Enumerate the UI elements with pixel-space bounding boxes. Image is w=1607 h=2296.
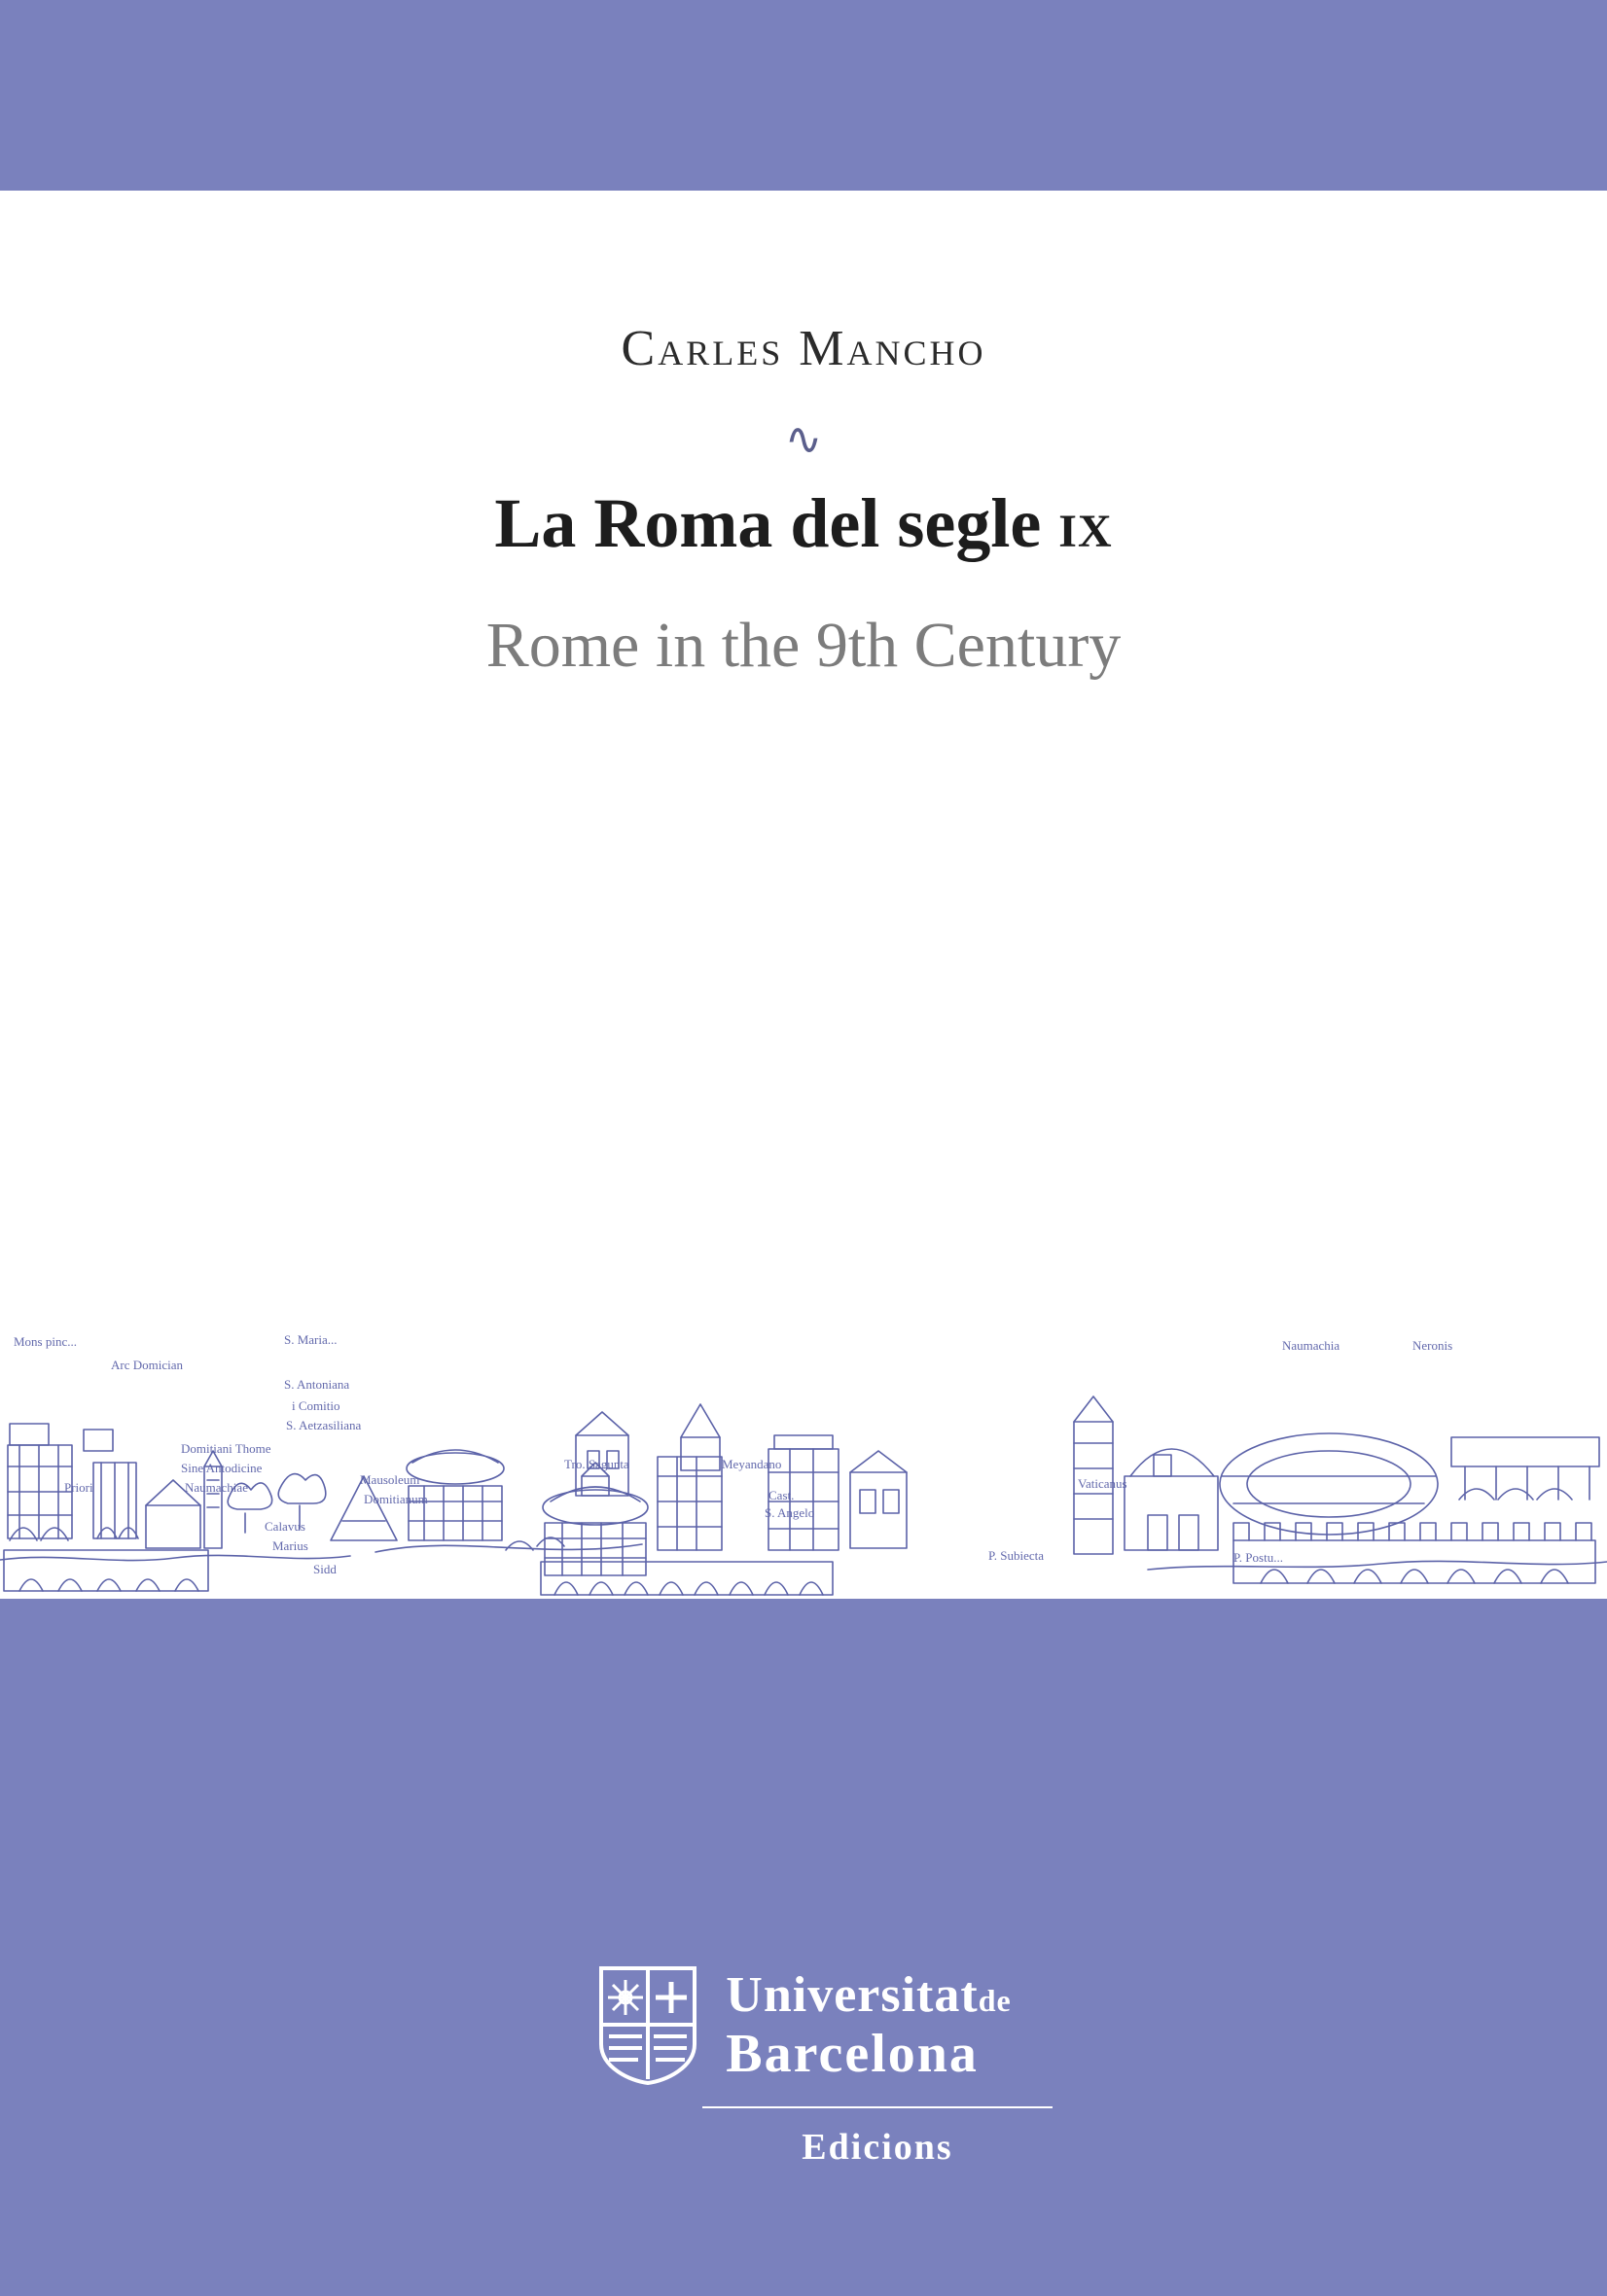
ub-crest-icon [595,1964,700,2087]
svg-text:Meyandano: Meyandano [722,1457,782,1471]
svg-text:Domitianum: Domitianum [364,1492,428,1506]
svg-text:Naumachia: Naumachia [1282,1338,1340,1353]
svg-text:Priori: Priori [64,1480,93,1495]
publisher-logo-row [595,1964,1011,2087]
publisher-line-two: Barcelona [726,2024,979,2084]
publisher-universitat-text: Universitat [726,1967,979,2023]
svg-text:Marius: Marius [272,1538,308,1553]
medieval-rome-drawing-icon [0,1321,1607,1599]
publisher-line-one [726,1967,1012,2023]
title-main-text: La Roma del segle [494,484,1042,563]
svg-text:P. Subiecta: P. Subiecta [988,1548,1045,1563]
bottom-color-band [0,1599,1607,2296]
publisher-wordmark [726,1967,1012,2084]
flourish-ornament: ∿ [784,414,823,465]
author-name: Carles Mancho [621,321,986,376]
publisher-imprint: Edicions [802,2127,953,2168]
top-color-band [0,0,1607,191]
publisher-logo [0,1964,1607,2169]
svg-text:Cast.: Cast. [768,1488,795,1502]
svg-text:Domitiani Thome: Domitiani Thome [181,1441,271,1456]
svg-text:Neronis: Neronis [1412,1338,1453,1353]
svg-text:S. Angelo: S. Angelo [765,1505,815,1520]
page-title [0,483,1607,564]
svg-text:Calavus: Calavus [265,1519,305,1534]
illustration-strip [0,1321,1607,1599]
svg-text:Sine Antodicine: Sine Antodicine [181,1461,263,1475]
svg-text:S. Aetzasiliana: S. Aetzasiliana [286,1418,362,1432]
publisher-de-text: de [978,1983,1012,2018]
svg-text:S. Antoniana: S. Antoniana [284,1377,350,1392]
title-block [0,321,1607,683]
svg-text:Mons pinc...: Mons pinc... [14,1334,77,1349]
svg-text:Mausoleum: Mausoleum [360,1472,420,1487]
svg-text:Naumachiae: Naumachiae [185,1480,248,1495]
svg-text:P. Postu...: P. Postu... [1233,1550,1283,1565]
subtitle: Rome in the 9th Century [485,609,1122,681]
svg-text:Vaticanus: Vaticanus [1078,1476,1127,1491]
publisher-divider [702,2106,1053,2108]
svg-text:i Comitio: i Comitio [292,1398,340,1413]
title-century-numeral: IX [1058,506,1113,558]
svg-text:Arc Domician: Arc Domician [111,1358,184,1372]
svg-text:Sidd: Sidd [313,1562,337,1576]
svg-text:Tro. Sagunta: Tro. Sagunta [564,1457,629,1471]
svg-text:S. Maria...: S. Maria... [284,1332,338,1347]
